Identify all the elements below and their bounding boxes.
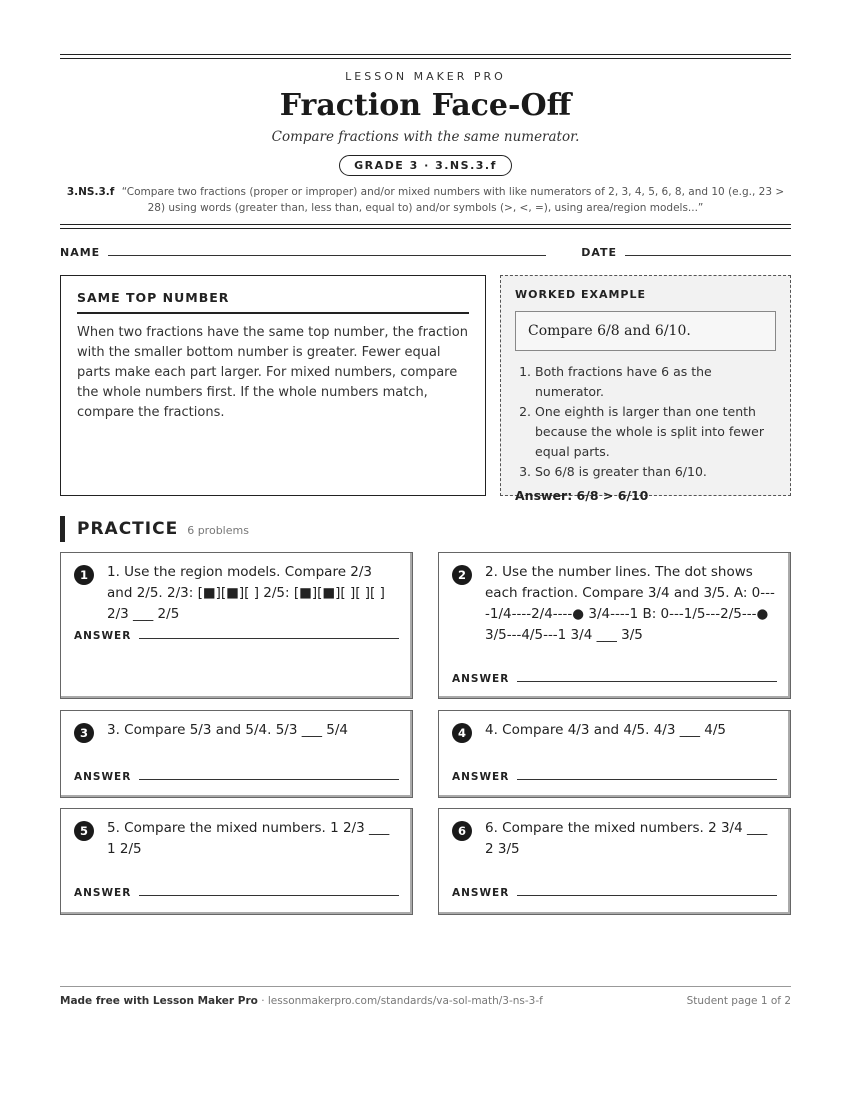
answer-label: ANSWER bbox=[74, 630, 132, 642]
header-double-rule bbox=[60, 224, 791, 229]
answer-field[interactable] bbox=[517, 681, 777, 682]
problem-number-badge: 3 bbox=[74, 723, 94, 743]
footer-credit bbox=[60, 995, 543, 1007]
answer-row bbox=[74, 771, 399, 783]
grade-badge: GRADE 3 · 3.NS.3.f bbox=[339, 155, 512, 176]
top-double-rule bbox=[60, 54, 791, 59]
answer-row bbox=[452, 771, 777, 783]
standard-code: 3.NS.3.f bbox=[66, 186, 115, 198]
problem-number-badge: 2 bbox=[452, 565, 472, 585]
name-field[interactable] bbox=[108, 255, 546, 256]
worked-example-steps bbox=[515, 362, 776, 482]
answer-label: ANSWER bbox=[74, 887, 132, 899]
answer-label: ANSWER bbox=[452, 673, 510, 685]
worked-example-answer: Answer: 6/8 > 6/10 bbox=[515, 488, 649, 503]
problem-card bbox=[60, 808, 413, 915]
footer-page-number: Student page 1 of 2 bbox=[686, 995, 791, 1007]
answer-label: ANSWER bbox=[74, 771, 132, 783]
answer-row bbox=[74, 630, 399, 642]
answer-field[interactable] bbox=[139, 638, 399, 639]
answer-row bbox=[452, 673, 777, 685]
concept-body: When two fractions have the same top number, the fraction with the smaller bottom number is greater. Fewer equal parts make each part larger. For mixed numbers, compare the whole numbers first. If the whole numbers match, compare the fractions. bbox=[77, 325, 468, 420]
date-field[interactable] bbox=[625, 255, 791, 256]
worksheet-page bbox=[60, 54, 791, 899]
footer-url[interactable]: · lessonmakerpro.com/standards/va-sol-math/3-ns-3-f bbox=[257, 995, 543, 1007]
answer-field[interactable] bbox=[139, 895, 399, 896]
problem-number-badge: 5 bbox=[74, 821, 94, 841]
problem-number-badge: 6 bbox=[452, 821, 472, 841]
worked-step: 3. So 6/8 is greater than 6/10. bbox=[535, 462, 776, 482]
answer-field[interactable] bbox=[517, 779, 777, 780]
problem-number-badge: 1 bbox=[74, 565, 94, 585]
brand-name: LESSON MAKER PRO bbox=[345, 70, 506, 83]
worked-example-heading: WORKED EXAMPLE bbox=[515, 288, 646, 301]
page-footer bbox=[60, 986, 791, 1007]
problem-text: 3. Compare 5/3 and 5/4. 5/3 ___ 5/4 bbox=[107, 722, 349, 738]
date-label: DATE bbox=[581, 246, 617, 259]
problem-card bbox=[438, 552, 791, 699]
problem-text: 6. Compare the mixed numbers. 2 3/4 ___ 2 3/5 bbox=[485, 820, 768, 857]
practice-count: 6 problems bbox=[187, 524, 249, 537]
footer-made-with: Made free with Lesson Maker Pro bbox=[60, 995, 258, 1007]
name-date-row bbox=[60, 246, 791, 259]
problem-card bbox=[60, 552, 413, 699]
page-title: Fraction Face-Off bbox=[279, 88, 572, 123]
problem-number-badge: 4 bbox=[452, 723, 472, 743]
answer-label: ANSWER bbox=[452, 887, 510, 899]
standard-description bbox=[60, 184, 791, 216]
answer-label: ANSWER bbox=[452, 771, 510, 783]
standard-text: “Compare two fractions (proper or improper) and/or mixed numbers with like numerators of 2, 3, 4, 5, 6, 8, and 10 (e.g., 23 > 28) using words (greater than, less than, equal to) and/or symbols (>, <, =), using area/region models...” bbox=[121, 186, 785, 214]
concept-box bbox=[60, 275, 486, 496]
intro-boxes bbox=[60, 275, 791, 503]
answer-row bbox=[452, 887, 777, 899]
problem-text: 5. Compare the mixed numbers. 1 2/3 ___ 1 2/5 bbox=[107, 820, 390, 857]
badge-wrap bbox=[60, 154, 791, 176]
practice-header bbox=[60, 516, 791, 542]
problem-text: 2. Use the number lines. The dot shows each fraction. Compare 3/4 and 3/5. A: 0----1/4----2/4----● 3/4----1 B: 0---1/5---2/5---● 3/5---4/5---1 3/4 ___ 3/5 bbox=[485, 564, 775, 643]
problem-card bbox=[438, 710, 791, 798]
practice-title: PRACTICE bbox=[77, 519, 179, 539]
problem-card bbox=[438, 808, 791, 915]
answer-row bbox=[74, 887, 399, 899]
problem-text: 4. Compare 4/3 and 4/5. 4/3 ___ 4/5 bbox=[485, 722, 727, 738]
problem-text: 1. Use the region models. Compare 2/3 and 2/5. 2/3: [■][■][ ] 2/5: [■][■][ ][ ][ ] 2/3 ___ 2/5 bbox=[107, 564, 385, 622]
worked-example-problem: Compare 6/8 and 6/10. bbox=[515, 311, 776, 351]
page-subtitle: Compare fractions with the same numerator. bbox=[271, 129, 580, 145]
worked-example-box bbox=[500, 275, 791, 503]
worked-step: 1. Both fractions have 6 as the numerator. bbox=[535, 362, 776, 402]
concept-heading: SAME TOP NUMBER bbox=[77, 290, 469, 314]
worked-step: 2. One eighth is larger than one tenth because the whole is split into fewer equal parts. bbox=[535, 402, 776, 462]
answer-field[interactable] bbox=[139, 779, 399, 780]
problem-card bbox=[60, 710, 413, 798]
answer-field[interactable] bbox=[517, 895, 777, 896]
name-label: NAME bbox=[60, 246, 101, 259]
